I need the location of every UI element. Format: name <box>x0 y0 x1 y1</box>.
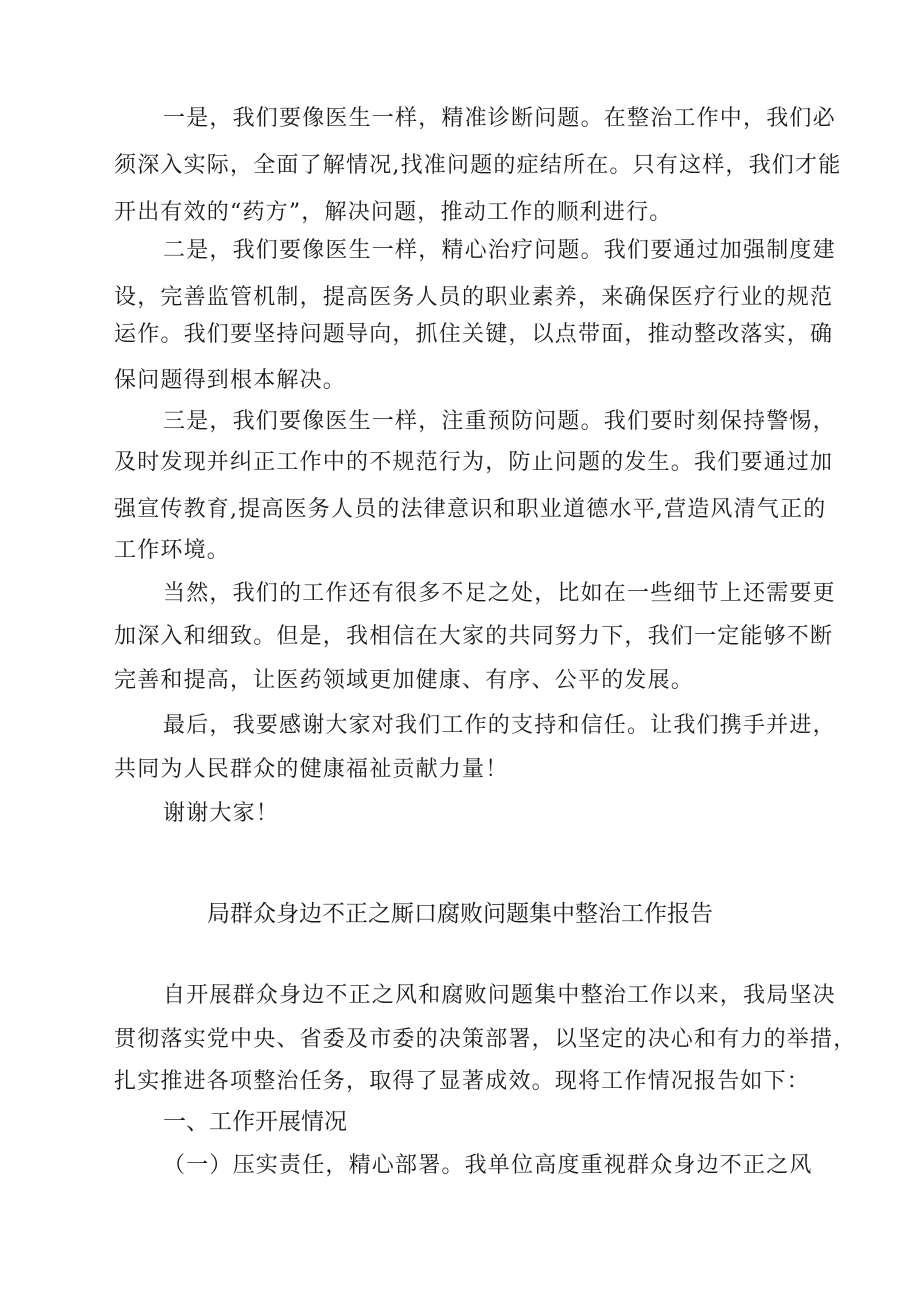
paragraph-line: 加深入和细致。但是，我相信在大家的共同努力下，我们一定能够不断 <box>114 624 834 649</box>
paragraph-line: 运作。我们要坚持问题导向，抓住关键，以点带面，推动整改落实，确 <box>114 322 834 347</box>
paragraph-line: 谢谢大家！ <box>163 801 280 826</box>
paragraph-line: 三是，我们要像医生一样，注重预防问题。我们要时刻保持警惕， <box>163 409 836 434</box>
paragraph-line: 强宣传教育,提高医务人员的法律意识和职业道德水平,营造风清气正的 <box>114 497 827 522</box>
report-intro-line: 自开展群众身边不正之风和腐败问题集中整治工作以来，我局坚决 <box>163 983 836 1008</box>
paragraph-line: 最后，我要感谢大家对我们工作的支持和信任。让我们携手并进， <box>163 713 836 738</box>
paragraph-line: 一是，我们要像医生一样，精准诊断问题。在整治工作中，我们必 <box>163 106 836 131</box>
paragraph-line: 及时发现并纠正工作中的不规范行为，防止问题的发生。我们要通过加 <box>114 450 834 475</box>
paragraph-line: 开出有效的“药方”，解决问题，推动工作的顺利进行。 <box>114 200 673 225</box>
paragraph-line: 工作环境。 <box>114 538 231 563</box>
paragraph-line: 须深入实际，全面了解情况,找准问题的症结所在。只有这样，我们才能 <box>114 153 842 178</box>
paragraph-line: 二是，我们要像医生一样，精心治疗问题。我们要通过加强制度建 <box>163 238 836 263</box>
report-intro-line: 贯彻落实党中央、省委及市委的决策部署，以坚定的决心和有力的举措， <box>114 1027 857 1052</box>
report-intro-line: 扎实推进各项整治任务，取得了显著成效。现将工作情况报告如下： <box>114 1069 811 1094</box>
subsection-line: （一）压实责任，精心部署。我单位高度重视群众身边不正之风 <box>163 1153 813 1178</box>
section-heading: 一、工作开展情况 <box>163 1109 347 1135</box>
report-title: 局群众身边不正之厮口腐败问题集中整治工作报告 <box>207 901 713 927</box>
paragraph-line: 保问题得到根本解决。 <box>114 368 347 393</box>
paragraph-line: 当然，我们的工作还有很多不足之处，比如在一些细节上还需要更 <box>163 581 836 606</box>
paragraph-line: 完善和提高，让医药领域更加健康、有序、公平的发展。 <box>114 668 695 693</box>
paragraph-line: 设，完善监管机制，提高医务人员的职业素养，来确保医疗行业的规范 <box>114 285 834 310</box>
paragraph-line: 共同为人民群众的健康福祉贡献力量！ <box>114 757 509 782</box>
